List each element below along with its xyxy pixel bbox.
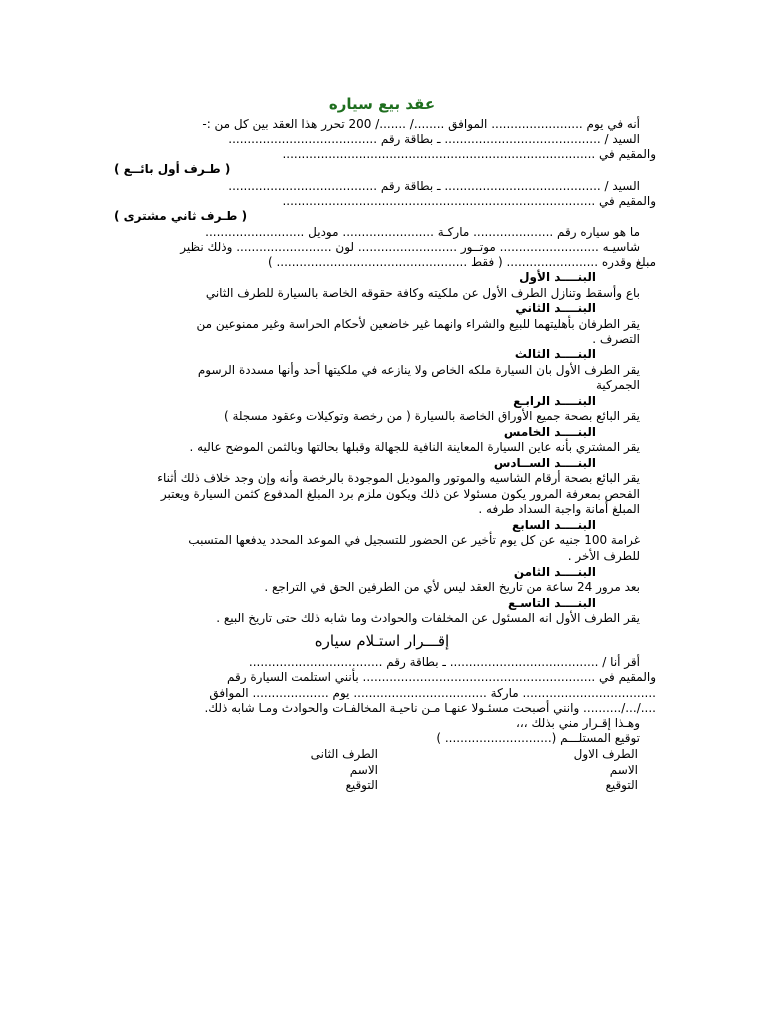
party2-address-line: والمقيم في .................................................................................. xyxy=(282,194,656,208)
clause-1-text: باع وأسقط وتنازل الطرف الأول عن ملكيته وكافة حقوقه الخاصة بالسيارة للطرف الثاني xyxy=(205,286,640,300)
contract-title: عقد بيع سياره xyxy=(328,95,436,113)
second-party-title: الطرف الثانى xyxy=(310,747,378,761)
clause-9-title: البنــــد التاسـع xyxy=(507,596,596,610)
receipt-line-4: ..../.../.......... وانني أصبحت مسئـولا عنهـا مـن ناحيـة المخالفـات والحوادث ومـا شابه ذلك. xyxy=(204,701,656,715)
clause-2-text-1: يقر الطرفان بأهليتهما للبيع والشراء وانهما غير خاضعين لأحكام الحراسة وغير ممنوعين من xyxy=(196,317,640,331)
clause-9-text: يقر الطرف الأول انه المسئول عن المخلفات والحوادث وما شابه ذلك حتى تاريخ البيع . xyxy=(216,611,640,625)
clause-5-text: يقر المشتري بأنه عاين السيارة المعاينة النافية للجهالة وقبلها بحالتها وبالثمن الموضح عاليه . xyxy=(189,440,640,454)
clause-3-text-2: الجمركية xyxy=(595,378,640,392)
contract-page xyxy=(108,0,656,1024)
clause-6-text-1: يقر البائع بصحة أرقام الشاسيه والموتور والموديل الموجودة بالرخصة وأنه وإن وجد خلاف ذلك أثناء xyxy=(157,471,640,485)
party1-address-line: والمقيم في .................................................................................. xyxy=(282,147,656,161)
clause-4-text: يقر البائع بصحة جميع الأوراق الخاصة بالسيارة ( من رخصة وتوكيلات وعقود مسجلة ) xyxy=(223,409,640,423)
second-party-name: الاسم xyxy=(349,763,378,777)
party2-name-line: السيد / ......................................... ـ بطاقة رقم ....................................... xyxy=(228,179,640,193)
car-line-3: مبلغ وقدره ........................ ( فقط .................................................. ) xyxy=(267,255,656,269)
receipt-line-5: وهـذا إقـرار مني بذلك ،،، xyxy=(516,716,640,730)
first-party-sign: التوقيع xyxy=(605,778,638,792)
second-party-sign: التوقيع xyxy=(345,778,378,792)
clause-8-title: البنــــد الثامن xyxy=(513,565,596,579)
clause-4-title: البنــــد الرابـع xyxy=(513,394,596,408)
clause-3-text-1: يقر الطرف الأول بان السيارة ملكه الخاص ولا ينازعه في ملكيتها أحد وأنها مسددة الرسوم xyxy=(197,363,640,377)
clause-5-title: البنــــد الخامس xyxy=(503,425,596,439)
first-party-title: الطرف الاول xyxy=(573,747,638,761)
receipt-line-1: أقر أنا / ....................................... ـ بطاقة رقم ................................... xyxy=(248,655,640,669)
clause-3-title: البنــــد الثالث xyxy=(514,347,596,361)
first-party-name: الاسم xyxy=(609,763,638,777)
receipt-line-3: ................................... ماركة ................................... يوم .................... الموافق xyxy=(209,686,656,700)
clause-6-text-3: المبلغ أمانة واجبة السداد طرفه . xyxy=(478,502,640,516)
car-line-1: ما هو سياره رقم ..................... ماركـة ........................ موديل .......................... xyxy=(205,225,640,239)
party1-name-line: السيد / ......................................... ـ بطاقة رقم ....................................... xyxy=(228,132,640,146)
receipt-line-2: والمقيم في ............................................................. بأنني استلمت السيارة رقم xyxy=(227,670,656,684)
receipt-line-6: توقيع المستلـــم (............................ ) xyxy=(436,731,640,745)
clause-7-text-1: غرامة 100 جنيه عن كل يوم تأخير عن الحضور للتسجيل في الموعد المحدد يدفعها المتسبب xyxy=(188,533,640,547)
party2-label: ( طـرف ثاني مشترى ) xyxy=(114,209,248,223)
clause-6-title: البنــــد الســادس xyxy=(493,456,596,470)
clause-2-text-2: التصرف . xyxy=(592,332,640,346)
receipt-title: إقـــرار استـلام سياره xyxy=(314,632,450,650)
car-line-2: شاسيـه .......................... موتــور .......................... لون ......................... وذلك نظير xyxy=(180,240,640,254)
clause-6-text-2: الفحص بمعرفة المرور يكون مسئولا عن ذلك ويكون ملزم برد المبلغ المدفوع كثمن السيارة ويعتبر xyxy=(160,487,640,501)
clause-8-text: بعد مرور 24 ساعة من تاريخ العقد ليس لأي من الطرفين الحق في التراجع . xyxy=(264,580,640,594)
clause-2-title: البنــــد الثاني xyxy=(515,301,596,315)
intro-line: أنه في يوم ........................ الموافق ......../ ......./ 200 تحرر هذا العقد بين كل من :- xyxy=(202,117,640,131)
clause-7-text-2: للطرف الأخر . xyxy=(567,549,640,563)
clause-7-title: البنــــد السابع xyxy=(512,518,596,532)
party1-label: ( طـرف أول بائــع ) xyxy=(114,162,231,176)
clause-1-title: البنــــد الأول xyxy=(519,270,596,284)
